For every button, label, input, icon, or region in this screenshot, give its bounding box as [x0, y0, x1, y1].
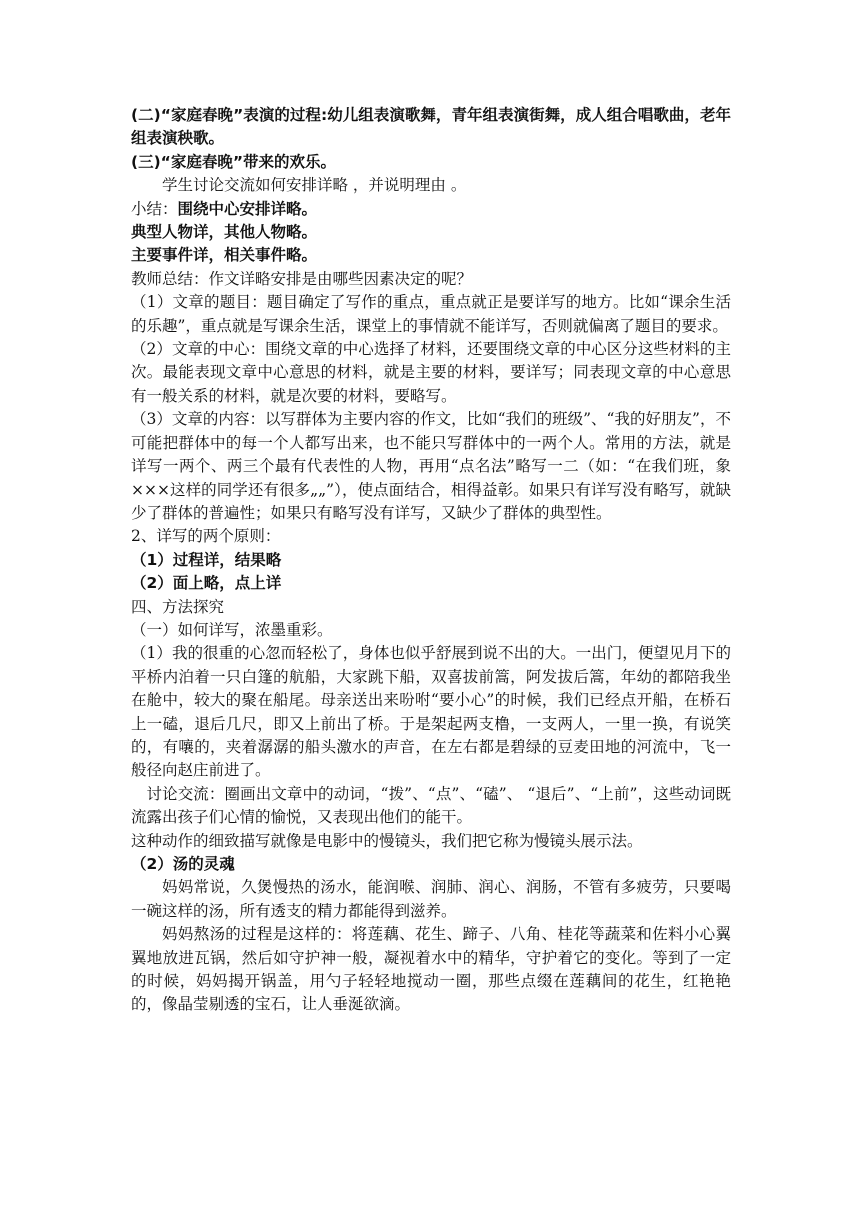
method-heading: （一）如何详写，浓墨重彩。	[131, 620, 333, 639]
slow-motion-paragraph: 这种动作的细致描写就像是电影中的慢镜头，我们把它称为慢镜头展示法。	[131, 831, 643, 850]
summary-prefix: 小结：	[131, 199, 178, 218]
factor-title-paragraph: （1）文章的题目：题目确定了写作的重点，重点就正是要详写的地方。比如“课余生活的乐趣”，重点就是写课余生活，课堂上的事情就不能详写，否则就偏离了题目的要求。	[131, 293, 731, 335]
summary-character-rule: 典型人物详，其他人物略。	[131, 223, 318, 242]
principles-heading: 2、详写的两个原则：	[131, 527, 281, 546]
principle-one: （1）过程详，结果略	[131, 550, 282, 569]
teacher-summary-question: 教师总结：作文详略安排是由哪些因素决定的呢？	[131, 269, 473, 288]
factor-center-paragraph: （2）文章的中心：围绕文章的中心选择了材料，还要围绕文章的中心区分这些材料的主次。最能表现文章中心意思的材料，就是主要的材料，要详写；同表现文章的中心意思有一般关系的材料，就是次要的材料，要略写。	[131, 340, 731, 405]
discussion-paragraph: 学生讨论交流如何安排详略 ，并说明理由 。	[162, 176, 467, 195]
summary-line	[131, 198, 731, 221]
summary-bold: 围绕中心安排详略。	[177, 199, 318, 218]
factor-content-paragraph: （3）文章的内容：以写群体为主要内容的作文，比如“我们的班级”、“我的好朋友”，不可能把群体中的每一个人都写出来，也不能只写群体中的一两个人。常用的方法，就是详写一两个、两三个最有代表性的人物，再用“点名法”略写一二（如：“在我们班，象×××这样的同学还有很多„„”），使点面结合，相得益彰。如果只有详写没有略写，就缺少了群体的普遍性；如果只有略写没有详写，又缺少了群体的典型性。	[131, 410, 731, 522]
soup-paragraph-two: 妈妈熬汤的过程是这样的：将莲藕、花生、蹄子、八角、桂花等蔬菜和佐料小心翼翼地放进瓦锅，然后如守护神一般，凝视着水中的精华，守护着它的变化。等到了一定的时候，妈妈揭开锅盖，用勺子轻轻地搅动一圈，那些点缀在莲藕间的花生，红艳艳的，像晶莹剔透的宝石，让人垂涎欲滴。	[131, 925, 731, 1014]
example-one-paragraph: （1）我的很重的心忽而轻松了，身体也似乎舒展到说不出的大。一出门，便望见月下的平桥内泊着一只白篷的航船，大家跳下船，双喜拔前篙，阿发拔后篙，年幼的都陪我坐在舱中，较大的聚在船尾。母亲送出来吩咐“要小心”的时候，我们已经点开船，在桥石上一磕，退后几尺，即又上前出了桥。于是架起两支橹，一支两人，一里一换，有说笑的，有嚷的，夹着潺潺的船头激水的声音，在左右都是碧绿的豆麦田地的河流中，飞一般径向赵庄前进了。	[131, 644, 731, 780]
soup-soul-heading: （2）汤的灵魂	[131, 855, 235, 873]
discussion-verbs-paragraph: 讨论交流：圈画出文章中的动词，“拨”、“点”、“磕”、 “退后”、“上前”，这些动词既流露出孩子们心情的愉悦，又表现出他们的能干。	[131, 784, 731, 827]
soup-paragraph-one: 妈妈常说，久煲慢热的汤水，能润喉、润肺、润心、润肠，不管有多疲劳，只要喝一碗这样的汤，所有透支的精力都能得到滋养。	[131, 878, 731, 920]
section-four-heading: 四、方法探究	[131, 597, 225, 616]
section-three-heading: (三)“家庭春晚”带来的欢乐。	[131, 152, 337, 171]
section-two-paragraph: (二)“家庭春晚”表演的过程:幼儿组表演歌舞，青年组表演街舞，成人组合唱歌曲，老年组表演秧歌。	[131, 106, 731, 148]
summary-event-rule: 主要事件详，相关事件略。	[131, 246, 318, 265]
principle-two: （2）面上略，点上详	[131, 574, 282, 593]
document-page	[131, 104, 731, 1017]
